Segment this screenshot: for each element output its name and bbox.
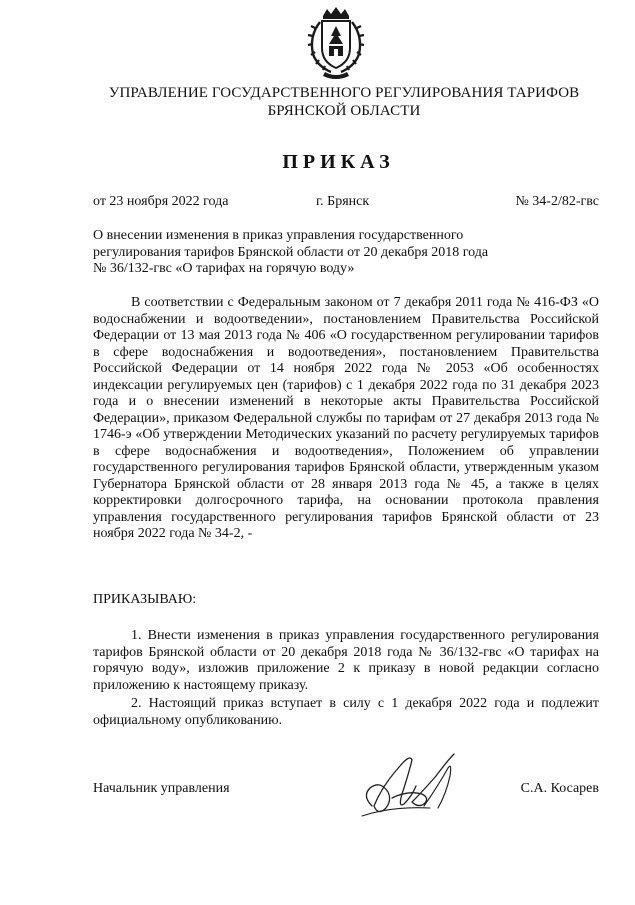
subject-line2: регулирования тарифов Брянской области от 20 декабря 2018 года: [93, 244, 489, 260]
document-city: г. Брянск: [316, 194, 370, 209]
coat-of-arms-icon: [303, 6, 369, 80]
organization-name: [60, 84, 628, 120]
preamble-paragraph: В соответствии с Федеральным законом от 7 декабря 2011 года № 416-ФЗ «О водоснабжении и водоотведении», постановлением Правительства Российской Федерации от 13 мая 2013 года № 406 «О государственном регулировании тарифов в сфере водоснабжения и водоотведения», постановлением Правительства Российской Федерации от 14 ноября 2022 года № 2053 «Об особенностях индексации регулируемых цен (тарифов) с 1 декабря 2022 года по 31 декабря 2023 года и о внесении изменений в некоторые акты Правительства Российской Федерации», приказом Федеральной службы по тарифам от 27 декабря 2013 года № 1746-э «Об утверждении Методических указаний по расчету регулируемых тарифов в сфере водоснабжения и водоотведения», Положением об управлении государственного регулирования тарифов Брянской области, утвержденным указом Губернатора Брянской области от 28 января 2013 года № 45, а также в целях корректировки долгосрочного тарифа, на основании протокола правления управления государственного регулирования тарифов Брянской области от 23 ноября 2022 года № 34-2, -: [93, 295, 599, 541]
document-date: от 23 ноября 2022 года: [93, 194, 229, 209]
subject-line1: О внесении изменения в приказ управления государственного: [93, 228, 464, 243]
order-item-1: 1. Внести изменения в приказ управления государственного регулирования тарифов Брянской области от 20 декабря 2018 года № 36/132-гвс «О тарифах на горячую воду», изложив приложение 2 к приказу в новой редакции согласно приложению к настоящему приказу.: [93, 628, 599, 693]
document-type-title: ПРИКАЗ: [282, 151, 395, 173]
document-number: № 34-2/82-гвс: [515, 194, 599, 209]
subject-line3: № 36/132-гвс «О тарифах на горячую воду»: [93, 261, 355, 276]
signer-name: С.А. Косарев: [520, 781, 599, 796]
document-subject: [93, 228, 533, 278]
order-word: ПРИКАЗЫВАЮ:: [93, 592, 197, 607]
organization-name-line2: БРЯНСКОЙ ОБЛАСТИ: [267, 103, 421, 119]
order-item-2: 2. Настоящий приказ вступает в силу с 1 декабря 2022 года и подлежит официальному опубликованию.: [93, 696, 599, 728]
signer-position: Начальник управления: [93, 781, 230, 796]
handwritten-signature-icon: [352, 746, 472, 828]
organization-name-line1: УПРАВЛЕНИЕ ГОСУДАРСТВЕННОГО РЕГУЛИРОВАНИЯ ТАРИФОВ: [108, 85, 580, 101]
